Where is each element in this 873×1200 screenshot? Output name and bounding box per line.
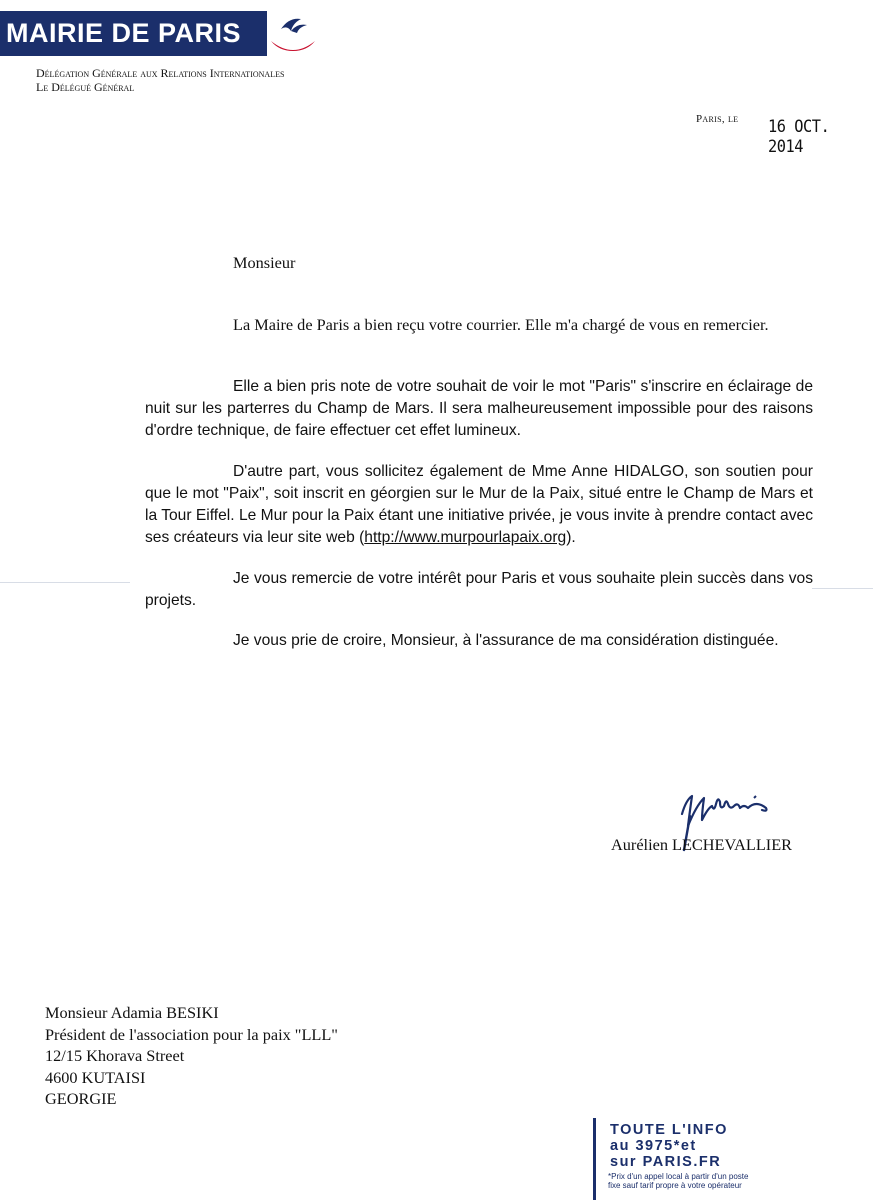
info-note-2: fixe sauf tarif propre à votre opérateur: [608, 1181, 742, 1190]
recipient-country: GEORGIE: [45, 1089, 117, 1108]
website-link[interactable]: http://www.murpourlapaix.org: [364, 529, 567, 546]
date-stamp: 16 OCT. 2014: [768, 117, 830, 157]
info-note-1: *Prix d'un appel local à partir d'un poste: [608, 1172, 749, 1181]
recipient-name: Monsieur Adamia BESIKI: [45, 1003, 219, 1022]
delegate-title: Le Délégué Général: [36, 80, 135, 94]
date-place: Paris, le: [696, 113, 739, 125]
paragraph-2: Elle a bien pris note de votre souhait de voir le mot "Paris" s'inscrire en éclairage de nuit sur les parterres du Champ de Mars. Il sera malheureusement impossible pour des raisons d'ordre technique, de faire effectuer cet effet lumineux.: [145, 378, 813, 439]
scan-divider-right: [812, 588, 873, 589]
paragraph-4: Je vous remercie de votre intérêt pour Paris et vous souhaite plein succès dans vos projets.: [145, 570, 813, 609]
info-banner: [593, 1118, 766, 1200]
signatory-name: Aurélien LECHEVALLIER: [611, 835, 793, 854]
info-line-2: au 3975*et: [610, 1138, 697, 1154]
ship-emblem-icon: [267, 11, 319, 56]
recipient-address: [45, 1002, 338, 1110]
closing-formula: Je vous prie de croire, Monsieur, à l'assurance de ma considération distinguée.: [233, 632, 779, 649]
paragraph-3-text: D'autre part, vous sollicitez également de Mme Anne HIDALGO, son soutien pour que le mot "Paix", soit inscrit en géorgien sur le Mur de la Paix, situé entre le Champ de Mars et la Tour Eiffel. Le Mur pour la Paix étant une initiative privée, je vous invite à prendre contact avec ses créateurs via leur site web (: [145, 463, 813, 546]
recipient-city: 4600 KUTAISI: [45, 1067, 146, 1087]
logo-text: MAIRIE DE PARIS: [6, 18, 242, 48]
paragraph-1: La Maire de Paris a bien reçu votre courrier. Elle m'a chargé de vous en remercier.: [233, 315, 769, 334]
mairie-de-paris-logo: [0, 11, 319, 56]
department-name: Délégation Générale aux Relations Internationales: [36, 66, 285, 80]
department-block: [36, 66, 284, 94]
scan-divider-left: [0, 582, 130, 583]
recipient-title: Président de l'association pour la paix "LLL": [45, 1024, 338, 1044]
info-line-1: TOUTE L'INFO: [610, 1122, 728, 1138]
recipient-street: 12/15 Khorava Street: [45, 1046, 185, 1065]
salutation: Monsieur: [233, 253, 296, 272]
paragraph-3: [145, 461, 813, 549]
info-line-3: sur PARIS.FR: [610, 1154, 722, 1170]
paragraph-3-end: ).: [566, 529, 576, 546]
